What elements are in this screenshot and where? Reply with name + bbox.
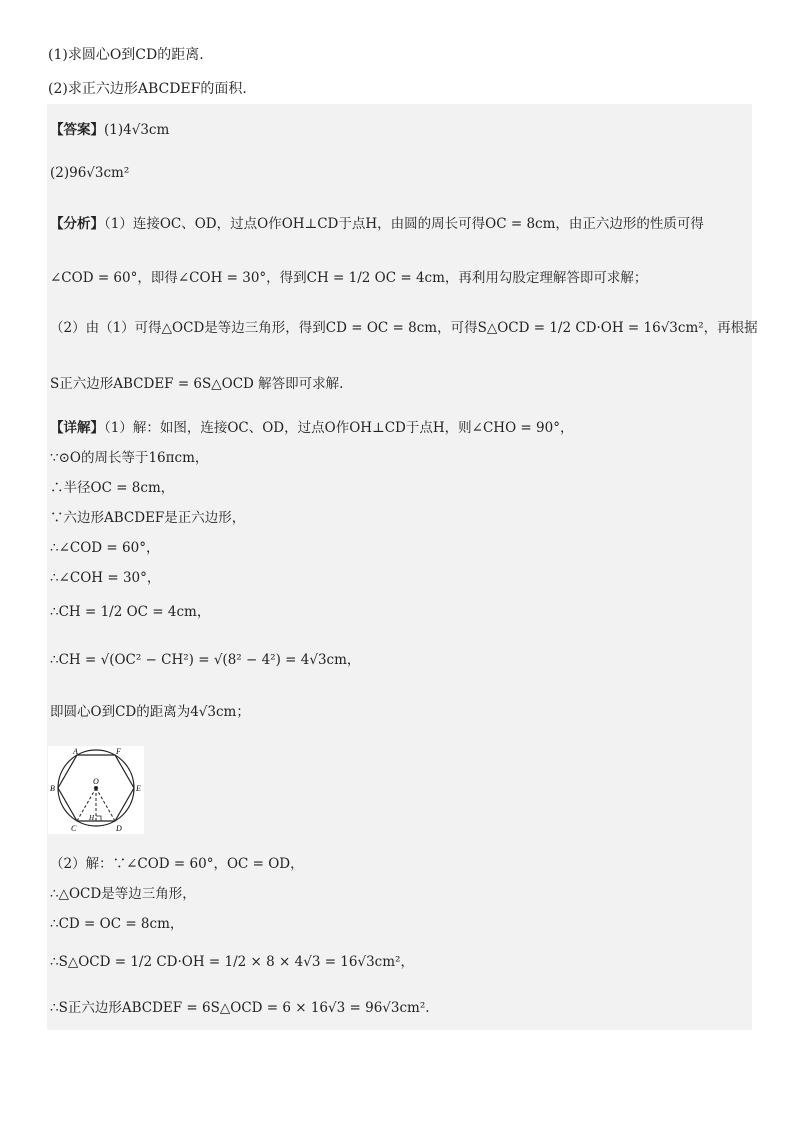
part2-line-4: ∴S正六边形ABCDEF = 6S△OCD = 6 × 16√3 = 96√3cm². bbox=[50, 1000, 430, 1016]
part2-line-2: ∴CD = OC = 8cm， bbox=[50, 916, 184, 932]
answer-label: 【答案】 bbox=[50, 122, 104, 138]
detail-text-0: （1）解：如图，连接OC、OD，过点O作OH⊥CD于点H，则∠CHO = 90°， bbox=[104, 420, 574, 436]
hexagon-diagram bbox=[48, 746, 144, 834]
question-2: (2)求正六边形ABCDEF的面积. bbox=[48, 81, 247, 97]
label-e: E bbox=[136, 784, 141, 793]
analysis-line-3: （2）由（1）可得△OCD是等边三角形，得到CD = OC = 8cm，可得S△OCD = 1/2 CD·OH = 16√3cm²，再根据 bbox=[50, 320, 758, 336]
analysis-text-1: （1）连接OC、OD，过点O作OH⊥CD于点H，由圆的周长可得OC = 8cm，由正六边形的性质可得 bbox=[104, 216, 704, 232]
analysis-label: 【分析】 bbox=[50, 216, 104, 232]
label-h: H bbox=[89, 814, 95, 822]
detail-line-6: ∴CH = 1/2 OC = 4cm， bbox=[50, 604, 211, 620]
label-o: O bbox=[93, 777, 99, 786]
label-d: D bbox=[116, 824, 122, 833]
answer-2: (2)96√3cm² bbox=[50, 165, 130, 181]
part2-line-3: ∴S△OCD = 1/2 CD·OH = 1/2 × 8 × 4√3 = 16√3cm²， bbox=[50, 954, 414, 970]
detail-line-7: ∴CH = √(OC² − CH²) = √(8² − 4²) = 4√3cm， bbox=[50, 652, 361, 668]
detail-label: 【详解】 bbox=[50, 420, 104, 436]
detail-line-3: ∵六边形ABCDEF是正六边形， bbox=[50, 510, 246, 526]
hexagon-figure bbox=[48, 746, 144, 834]
label-c: C bbox=[71, 824, 77, 833]
analysis-line-1 bbox=[50, 212, 704, 232]
detail-line-4: ∴∠COD = 60°， bbox=[50, 540, 160, 556]
analysis-line-4: S正六边形ABCDEF = 6S△OCD 解答即可求解. bbox=[50, 376, 344, 392]
analysis-line-2: ∠COD = 60°，即得∠COH = 30°，得到CH = 1/2 OC = 4cm，再利用勾股定理解答即可求解； bbox=[50, 270, 648, 286]
label-f: F bbox=[116, 747, 121, 756]
detail-line-8: 即圆心O到CD的距离为4√3cm； bbox=[50, 704, 250, 720]
part2-line-1: ∴△OCD是等边三角形， bbox=[50, 886, 196, 902]
detail-line-0 bbox=[50, 416, 573, 436]
detail-line-2: ∴半径OC = 8cm， bbox=[50, 480, 175, 496]
detail-line-1: ∵⊙O的周长等于16πcm， bbox=[50, 450, 209, 466]
question-1: (1)求圆心O到CD的距离. bbox=[48, 47, 204, 63]
label-a: A bbox=[73, 747, 78, 756]
detail-line-5: ∴∠COH = 30°， bbox=[50, 570, 161, 586]
label-b: B bbox=[50, 784, 55, 793]
answer-1: (1)4√3cm bbox=[104, 122, 170, 138]
part2-line-0: （2）解：∵∠COD = 60°，OC = OD， bbox=[50, 856, 304, 872]
answer-line-1 bbox=[50, 118, 169, 138]
